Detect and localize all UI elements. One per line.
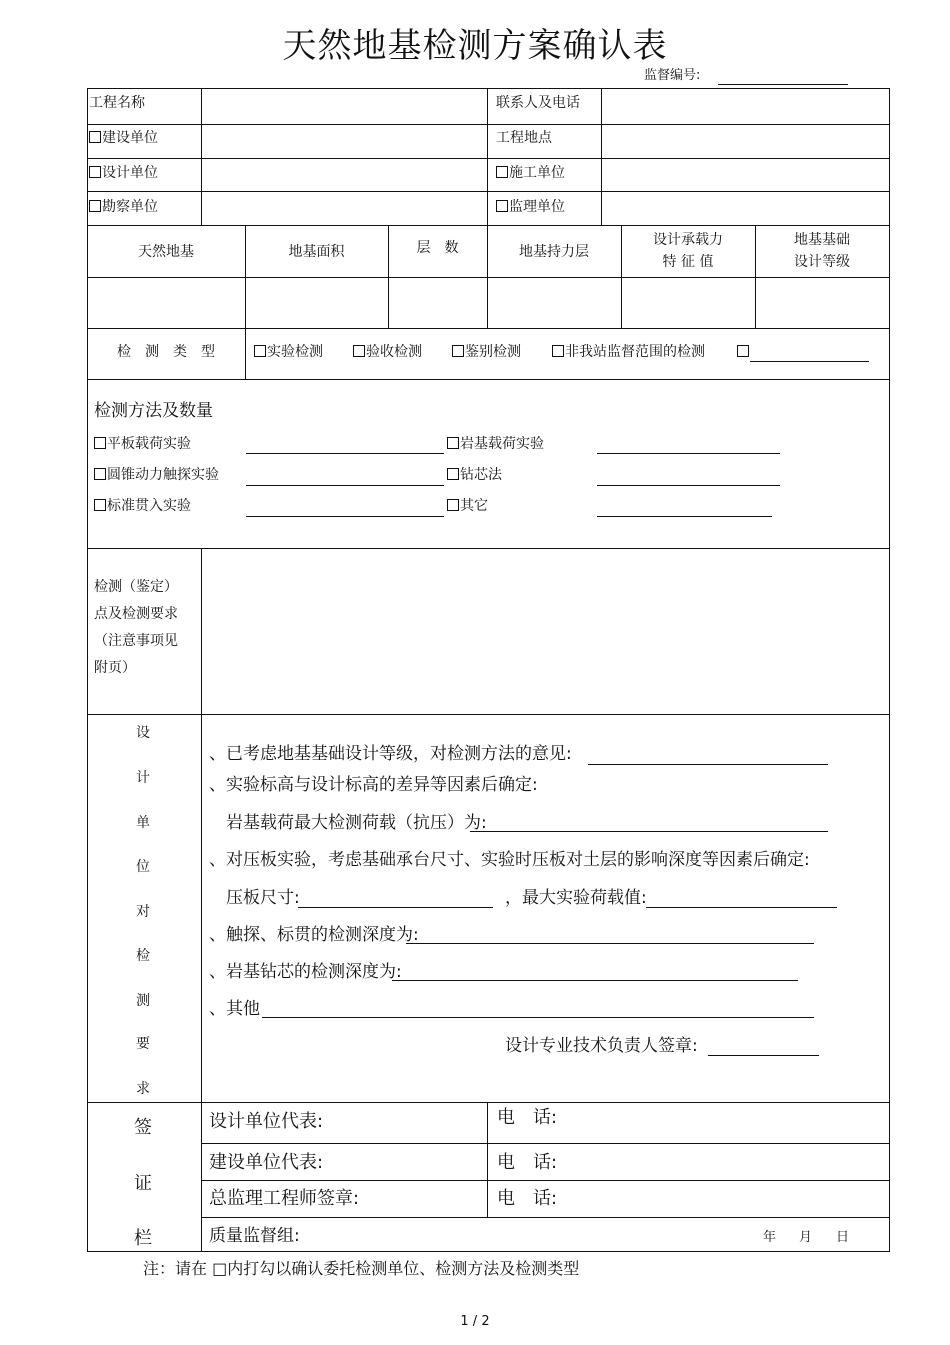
method-cone-qty[interactable] <box>246 485 444 486</box>
natural-foundation-header: 天然地基 <box>138 244 194 260</box>
design-req-line-5b: ，最大实验荷载值: <box>505 888 647 908</box>
design-req-line-4: 、对压板实验，考虑基础承台尺寸、实验时压板对土层的影响深度等因素后确定: <box>209 850 810 870</box>
supervision-no-label: 监督编号: <box>644 68 701 83</box>
design-req-line-8: 、其他 <box>209 999 260 1019</box>
design-rep-label: 设计单位代表: <box>209 1111 324 1132</box>
design-req-line-7: 、岩基钻芯的检测深度为: <box>209 962 402 982</box>
test-type-option-1[interactable]: 实验检测 <box>254 343 323 361</box>
method-plate-load[interactable]: 平板载荷实验 <box>94 435 191 453</box>
method-checkbox[interactable] <box>447 437 459 449</box>
design-req-line-3: 岩基载荷最大检测荷载（抗压）为: <box>226 813 487 833</box>
methods-heading: 检测方法及数量 <box>94 401 213 421</box>
other-req-field[interactable] <box>262 1017 814 1018</box>
foundation-area-header: 地基面积 <box>288 244 345 260</box>
method-rock-load-qty[interactable] <box>597 453 780 454</box>
supervision-no-field[interactable] <box>718 84 848 85</box>
design-req-line-2: 、实验标高与设计标高的差异等因素后确定: <box>209 775 538 795</box>
design-side-char: 设 <box>136 725 150 741</box>
date-year: 年 <box>763 1230 777 1245</box>
design-capacity-header: 设计承载力 特 征 值 <box>653 232 723 270</box>
surveyor-checkbox[interactable] <box>89 200 101 212</box>
method-other-qty[interactable] <box>597 516 772 517</box>
method-checkbox[interactable] <box>94 437 106 449</box>
design-grade-header: 地基基础 设计等级 <box>794 232 850 270</box>
design-side-char: 计 <box>136 770 150 786</box>
build-rep-phone: 电 话: <box>497 1152 558 1173</box>
builder-row[interactable] <box>89 129 158 147</box>
design-signature-field[interactable] <box>708 1055 819 1056</box>
constructor-row[interactable] <box>496 164 565 182</box>
method-checkbox[interactable] <box>447 499 459 511</box>
design-rep-phone: 电 话: <box>497 1107 558 1128</box>
supervisor-row[interactable] <box>496 198 565 216</box>
builder-checkbox[interactable] <box>89 131 101 143</box>
design-side-char: 检 <box>136 948 150 964</box>
footer-note: 注：请在 □内打勾以确认委托检测单位、检测方法及检测类型 <box>143 1259 580 1278</box>
contact-label: 联系人及电话 <box>496 95 580 111</box>
designer-label: 设计单位 <box>102 165 158 181</box>
points-label: 检测（鉴定） 点及检测要求 （注意事项见 附页） <box>94 579 178 676</box>
bearing-layer-header: 地基持力层 <box>519 244 589 260</box>
design-signature-label: 设计专业技术负责人签章: <box>505 1036 698 1056</box>
sign-side-char: 证 <box>134 1173 152 1194</box>
floors-header: 层 数 <box>416 240 459 256</box>
test-type-checkbox[interactable] <box>353 345 365 357</box>
project-name-label: 工程名称 <box>89 95 145 111</box>
location-label: 工程地点 <box>496 130 552 146</box>
design-side-char: 位 <box>136 859 150 875</box>
constructor-label: 施工单位 <box>509 165 565 181</box>
method-core[interactable]: 钻芯法 <box>447 466 502 484</box>
method-spt-qty[interactable] <box>246 516 444 517</box>
design-side-char: 要 <box>136 1036 150 1052</box>
method-plate-load-qty[interactable] <box>246 453 444 454</box>
date-day: 日 <box>836 1230 850 1245</box>
method-checkbox[interactable] <box>447 468 459 480</box>
test-type-checkbox[interactable] <box>737 345 749 357</box>
max-load-field[interactable] <box>646 907 837 908</box>
supervisor-label: 监理单位 <box>509 199 565 215</box>
test-type-option-2[interactable]: 验收检测 <box>353 343 422 361</box>
designer-checkbox[interactable] <box>89 166 101 178</box>
design-side-char: 单 <box>136 815 150 831</box>
probe-depth-field[interactable] <box>406 943 814 944</box>
method-cone[interactable]: 圆锥动力触探实验 <box>94 466 219 484</box>
method-spt[interactable]: 标准贯入实验 <box>94 497 191 515</box>
page-number: 1 / 2 <box>460 1314 490 1329</box>
builder-label: 建设单位 <box>102 130 158 146</box>
core-depth-field[interactable] <box>392 980 798 981</box>
design-side-char: 测 <box>136 993 150 1009</box>
surveyor-label: 勘察单位 <box>102 199 158 215</box>
date-month: 月 <box>799 1230 813 1245</box>
sign-side-char: 栏 <box>134 1228 152 1249</box>
method-checkbox[interactable] <box>94 499 106 511</box>
design-req-field-3[interactable] <box>470 831 828 832</box>
test-type-other[interactable] <box>737 343 750 361</box>
plate-size-field[interactable] <box>298 907 493 908</box>
sign-side-char: 签 <box>134 1117 152 1138</box>
method-rock-load[interactable]: 岩基载荷实验 <box>447 435 544 453</box>
design-req-line-5a: 压板尺寸: <box>226 888 300 908</box>
design-side-char: 对 <box>136 904 150 920</box>
test-type-label: 检 测 类 型 <box>117 344 215 360</box>
supervisor-checkbox[interactable] <box>496 200 508 212</box>
quality-group-label: 质量监督组: <box>209 1226 300 1246</box>
designer-row[interactable] <box>89 164 158 182</box>
constructor-checkbox[interactable] <box>496 166 508 178</box>
design-side-char: 求 <box>136 1081 150 1097</box>
chief-supervisor-label: 总监理工程师签章: <box>209 1188 360 1209</box>
surveyor-row[interactable] <box>89 198 158 216</box>
method-core-qty[interactable] <box>597 485 780 486</box>
test-type-other-field[interactable] <box>750 361 869 362</box>
method-checkbox[interactable] <box>94 468 106 480</box>
test-type-option-3[interactable]: 鉴别检测 <box>452 343 521 361</box>
design-req-line-6: 、触探、标贯的检测深度为: <box>209 925 419 945</box>
design-req-line-1: 、已考虑地基基础设计等级，对检测方法的意见: <box>209 744 572 764</box>
test-type-option-4[interactable]: 非我站监督范围的检测 <box>552 343 705 361</box>
test-type-checkbox[interactable] <box>552 345 564 357</box>
design-req-field-1[interactable] <box>588 764 828 765</box>
chief-supervisor-phone: 电 话: <box>497 1188 558 1209</box>
build-rep-label: 建设单位代表: <box>209 1152 324 1173</box>
test-type-checkbox[interactable] <box>254 345 266 357</box>
method-other[interactable]: 其它 <box>447 497 488 515</box>
page-title: 天然地基检测方案确认表 <box>282 26 668 66</box>
test-type-checkbox[interactable] <box>452 345 464 357</box>
